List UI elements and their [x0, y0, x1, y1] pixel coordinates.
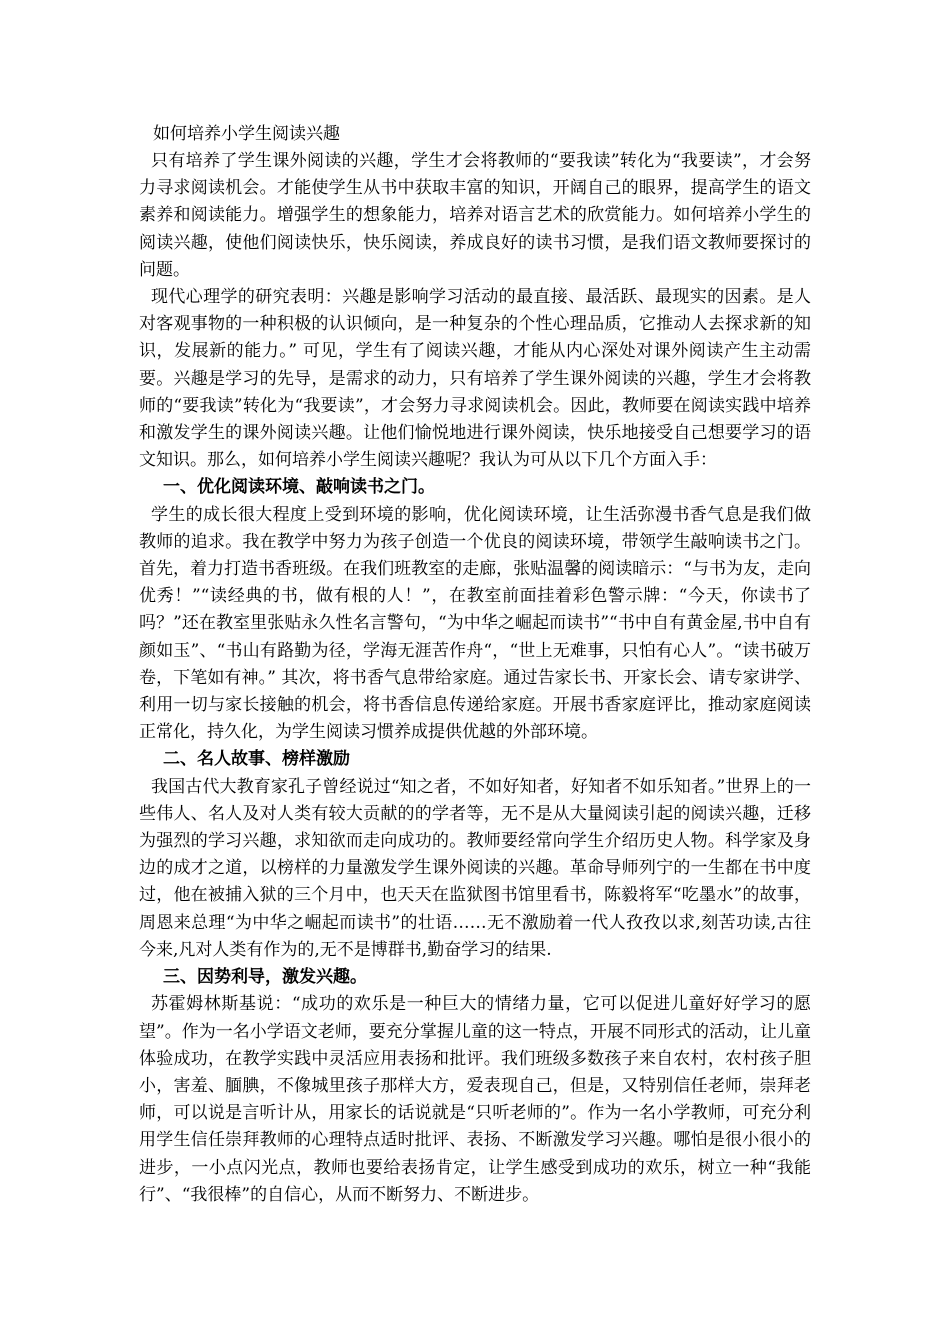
- section-heading-1: 一、优化阅读环境、敲响读书之门。: [163, 477, 435, 498]
- intro-paragraph-2: 现代心理学的研究表明：兴趣是影响学习活动的最直接、最活跃、最现实的因素。是人对客观事物的一种积极的认识倾向，是一种复杂的个性心理品质，它推动人去探求新的知识，发展新的能力。” 可见，学生有了阅读兴趣，才能从内心深处对课外阅读产生主动需要。兴趣是学习的先导，是需求的动力，只有培养了学生课外阅读的兴趣，学生才会将教师的“要我读”转化为“我要读”，才会努力寻求阅读机会。因此，教师要在阅读实践中培养和激发学生的课外阅读兴趣。让他们愉悦地进行课外阅读，快乐地接受自己想要学习的语文知识。那么，如何培养小学生阅读兴趣呢？我认为可从以下几个方面入手：: [139, 287, 811, 471]
- section-body-1: 学生的成长很大程度上受到环境的影响，优化阅读环境，让生活弥漫书香气息是我们做教师的追求。我在教学中努力为孩子创造一个优良的阅读环境，带领学生敲响读书之门。 首先，着力打造书香班级。在我们班教室的走廊，张贴温馨的阅读暗示：“与书为友，走向优秀！”“读经典的书，做有根的人！”，在教室前面挂着彩色警示牌：“今天，你读书了吗？”还在教室里张贴永久性名言警句，“为中华之崛起而读书”“书中自有黄金屋,书中自有颜如玉”、“书山有路勤为径，学海无涯苦作舟“，“世上无难事，只怕有心人”。“读书破万卷，下笔如有神。” 其次，将书香气息带给家庭。通过告家长书、开家长会、请专家讲学、利用一切与家长接触的机会，将书香信息传递给家庭。开展书香家庭评比，推动家庭阅读正常化，持久化，为学生阅读习惯养成提供优越的外部环境。: [139, 504, 811, 743]
- section-heading-3: 三、因势利导，激发兴趣。: [163, 967, 367, 988]
- document-title: 如何培养小学生阅读兴趣: [153, 124, 340, 144]
- section-body-2: 我国古代大教育家孔子曾经说过“知之者，不如好知者，好知者不如乐知者。”世界上的一些伟人、名人及对人类有较大贡献的的学者等，无不是从大量阅读引起的阅读兴趣，迁移为强烈的学习兴趣，求知欲而走向成功的。教师要经常向学生介绍历史人物。科学家及身边的成才之道，以榜样的力量激发学生课外阅读的兴趣。革命导师列宁的一生都在书中度过，他在被捕入狱的三个月中，也天天在监狱图书馆里看书，陈毅将军“吃墨水”的故事，周恩来总理“为中华之崛起而读书”的壮语……无不激励着一代人孜孜以求,刻苦功读,古往今来,凡对人类有作为的,无不是博群书,勤奋学习的结果.: [139, 776, 811, 960]
- section-body-3: 苏霍姆林斯基说：“成功的欢乐是一种巨大的情绪力量，它可以促进儿童好好学习的愿望”。作为一名小学语文老师，要充分掌握儿童的这一特点，开展不同形式的活动，让儿童体验成功，在教学实践中灵活应用表扬和批评。我们班级多数孩子来自农村，农村孩子胆小，害羞、腼腆，不像城里孩子那样大方，爱表现自己，但是，又特别信任老师，崇拜老师，可以说是言听计从，用家长的话说就是“只听老师的”。作为一名小学教师，可充分利用学生信任崇拜教师的心理特点适时批评、表扬、不断激发学习兴趣。哪怕是很小很小的进步，一小点闪光点，教师也要给表扬肯定，让学生感受到成功的欢乐，树立一种“我能行”、“我很棒”的自信心，从而不断努力、不断进步。: [139, 994, 811, 1205]
- intro-paragraph-1: 只有培养了学生课外阅读的兴趣，学生才会将教师的“要我读”转化为“我要读”，才会努力寻求阅读机会。才能使学生从书中获取丰富的知识，开阔自己的眼界，提高学生的语文素养和阅读能力。增强学生的想象能力，培养对语言艺术的欣赏能力。如何培养小学生的阅读兴趣，使他们阅读快乐，快乐阅读，养成良好的读书习惯，是我们语文教师要探讨的问题。: [139, 151, 811, 280]
- document-page: [139, 120, 811, 1209]
- section-heading-2: 二、名人故事、榜样激励: [163, 749, 350, 770]
